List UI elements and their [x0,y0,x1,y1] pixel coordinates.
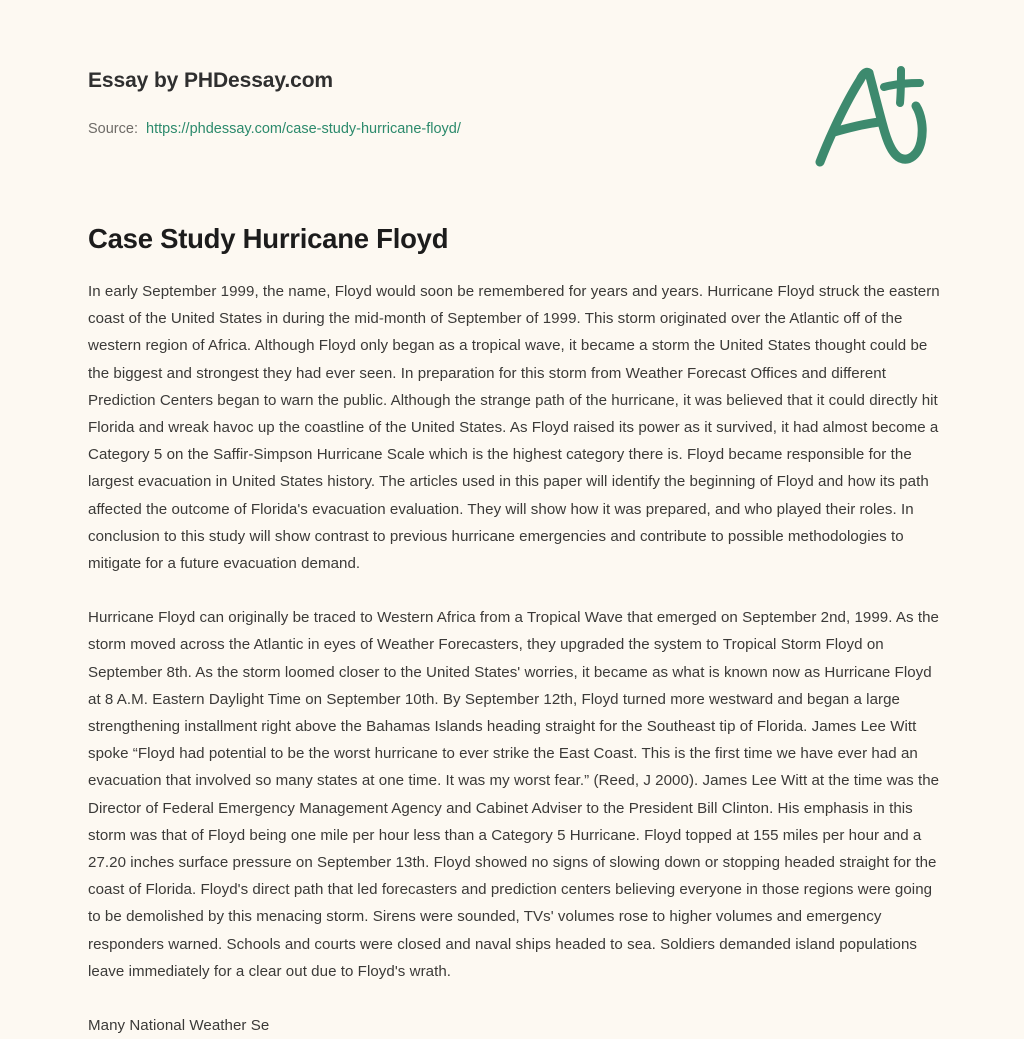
essay-paragraph: Hurricane Floyd can originally be traced to Western Africa from a Tropical Wave that emerged on September 2nd, 1999. As the storm moved across the Atlantic in eyes of Weather Forecasters, they upgraded the system to Tropical Storm Floyd on September 8th. As the storm loomed closer to the United States' worries, it became as what is known now as Hurricane Floyd at 8 A.M. Eastern Daylight Time on September 10th. By September 12th, Floyd turned more westward and began a large strengthening installment right above the Bahamas Islands heading straight for the Southeast tip of Florida. James Lee Witt spoke “Floyd had potential to be the worst hurricane to ever strike the East Coast. This is the first time we have ever had an evacuation that involved so many states at one time. It was my worst fear.” (Reed, J 2000). James Lee Witt at the time was the Director of Federal Emergency Management Agency and Cabinet Adviser to the President Bill Clinton. His emphasis in this storm was that of Floyd being one mile per hour less than a Category 5 Hurricane. Floyd topped at 155 miles per hour and a 27.20 inches surface pressure on September 13th. Floyd showed no signs of slowing down or stopping headed straight for the coast of Florida. Floyd's direct path that led forecasters and prediction centers believing everyone in those regions were going to be demolished by this menacing storm. Sirens were sounded, TVs' volumes rose to higher volumes and emergency responders warned. Schools and courts were closed and naval ships headed to sea. Soldiers demanded island populations leave immediately for a clear out due to Floyd's wrath. [88,609,940,980]
source-line [88,118,936,140]
essay-body [88,256,940,1039]
page-header [88,0,936,140]
essay-paragraph: In early September 1999, the name, Floyd would soon be remembered for years and years. Hurricane Floyd struck the eastern coast of the United States in during the mid-month of September of 1999. This storm originated over the Atlantic off of the western region of Africa. Although Floyd only began as a tropical wave, it became a storm the United States thought could be the biggest and strongest they had ever seen. In preparation for this storm from Weather Forecast Offices and different Prediction Centers began to warn the public. Although the strange path of the hurricane, it was believed that it could directly hit Florida and wreak havoc up the coastline of the United States. As Floyd raised its power as it survived, it had almost become a Category 5 on the Saffir-Simpson Hurricane Scale which is the highest category there is. Floyd became responsible for the largest evacuation in United States history. The articles used in this paper will identify the beginning of Floyd and how its path affected the outcome of Florida's evacuation evaluation. They will show how it was prepared, and who played their roles. In conclusion to this study will show contrast to previous hurricane emergencies and contribute to possible methodologies to mitigate for a future evacuation demand. [88,283,940,573]
page-title: Case Study Hurricane Floyd [88,223,449,254]
source-url-link[interactable]: https://phdessay.com/case-study-hurricane-floyd/ [146,121,461,137]
source-label: Source: [88,121,138,137]
essay-paragraph-truncated: Many National Weather Se [88,1017,270,1035]
brand-title: Essay by PHDessay.com [88,69,333,92]
